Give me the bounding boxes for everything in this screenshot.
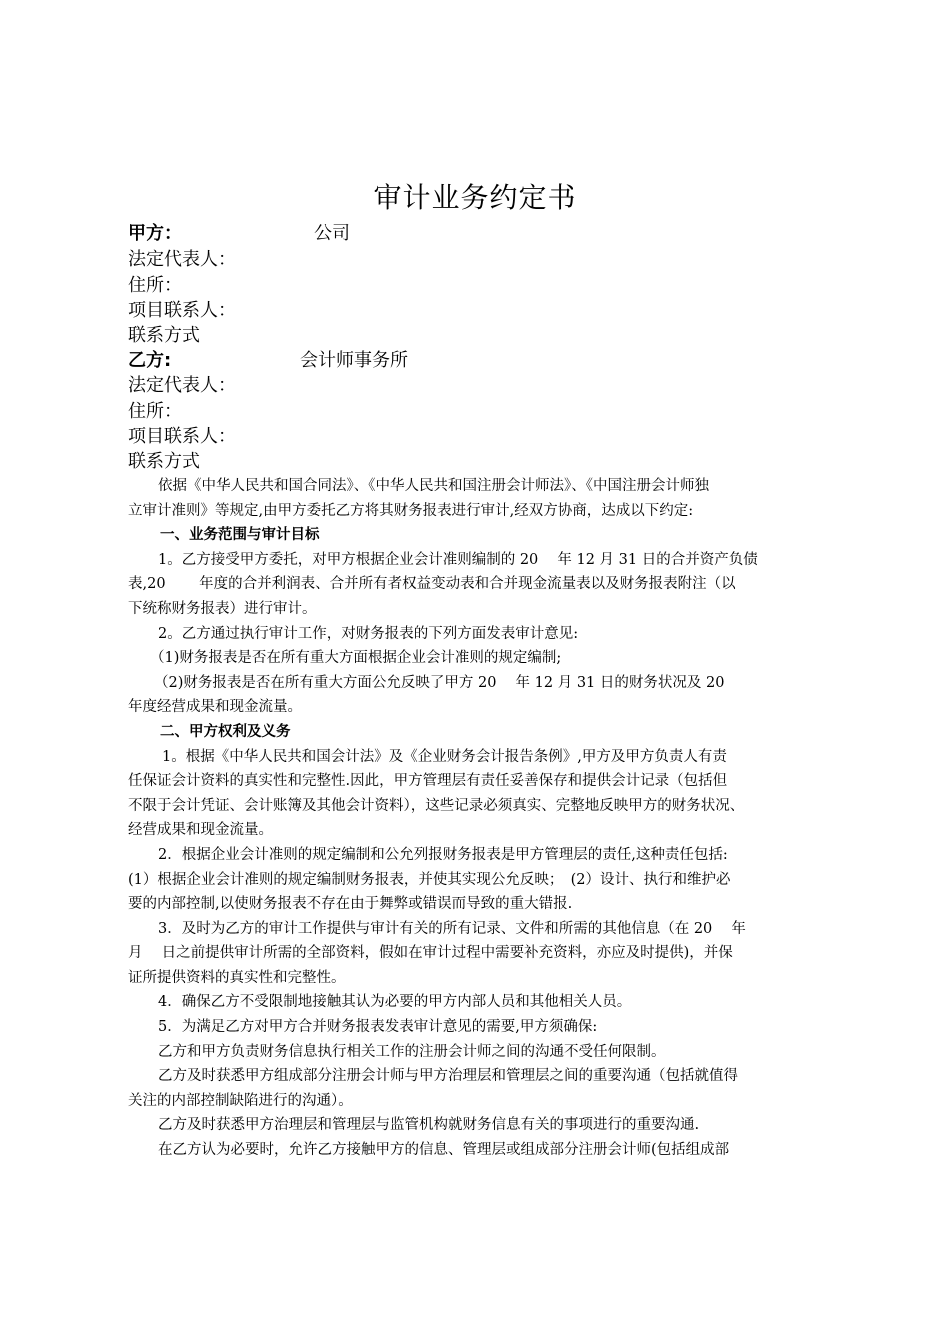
text-line: 证所提供资料的真实性和完整性。: [128, 969, 346, 986]
text-line: 4．确保乙方不受限制地接触其认为必要的甲方内部人员和其他相关人员。: [158, 994, 632, 1011]
text-line: 1。根据《中华人民共和国会计法》及《企业财务会计报告条例》,甲方及甲方负责人有责: [162, 748, 727, 765]
text-line: 下统称财务报表）进行审计。: [128, 600, 317, 617]
text-line: 乙方及时获悉甲方组成部分注册会计师与甲方治理层和管理层之间的重要沟通（包括就值得: [158, 1068, 738, 1085]
text-line: 依据《中华人民共和国合同法》、《中华人民共和国注册会计师法》、《中国注册会计师独: [158, 478, 709, 494]
text-line: 2．根据企业会计准则的规定编制和公允列报财务报表是甲方管理层的责任,这种责任包括:: [158, 846, 728, 863]
text-line: （1)财务报表是否在所有重大方面根据企业会计准则的规定编制;: [150, 650, 562, 667]
text-line: 月 日之前提供审计所需的全部资料，假如在审计过程中需要补充资料，亦应及时提供)，并保: [128, 945, 733, 962]
text-line: 关注的内部控制缺陷进行的沟通）。: [128, 1092, 353, 1109]
text-line: 2。乙方通过执行审计工作，对财务报表的下列方面发表审计意见:: [158, 625, 579, 642]
section-heading: 二、甲方权利及义务: [160, 723, 291, 740]
party-a-label: 甲方：: [128, 223, 182, 244]
party-a-label-row: [128, 222, 350, 246]
document-title: 审计业务约定书: [373, 181, 577, 214]
text-line: 在乙方认为必要时，允许乙方接触甲方的信息、管理层或组成部分注册会计师(包括组成部: [158, 1142, 730, 1159]
section-heading: 一、业务范围与审计目标: [160, 527, 320, 544]
party-b-contact-person: 项目联系人：: [128, 426, 236, 447]
party-a-address: 住所：: [128, 275, 182, 296]
text-line: (1）根据企业会计准则的规定编制财务报表，并使其实现公允反映； (2）设计、执行和维护必: [128, 871, 731, 888]
text-line: （2)财务报表是否在所有重大方面公允反映了甲方 20 年 12 月 31 日的财务状况及 20: [154, 674, 725, 691]
text-line: 乙方和甲方负责财务信息执行相关工作的注册会计师之间的沟通不受任何限制。: [158, 1043, 666, 1060]
text-line: 立审计准则》等规定,由甲方委托乙方将其财务报表进行审计,经双方协商，达成以下约定:: [128, 502, 694, 519]
party-a-contact-person: 项目联系人：: [128, 300, 236, 321]
party-b-label-row: [128, 349, 408, 373]
party-b-rep: 法定代表人：: [128, 375, 236, 396]
agreement-body: [128, 474, 840, 1163]
text-line: 表,20 年度的合并利润表、合并所有者权益变动表和合并现金流量表以及财务报表附注（以: [128, 576, 736, 593]
party-b-name: 会计师事务所: [300, 350, 408, 371]
party-a-name: 公司: [314, 223, 350, 244]
party-b-label: 乙方:: [128, 350, 172, 371]
text-line: 1。乙方接受甲方委托，对甲方根据企业会计准则编制的 20 年 12 月 31 日的合并资产负债: [158, 551, 758, 568]
party-a-rep: 法定代表人：: [128, 249, 236, 270]
text-line: 年度经营成果和现金流量。: [128, 699, 302, 716]
text-line: 任保证会计资料的真实性和完整性.因此，甲方管理层有责任妥善保存和提供会计记录（包括但: [128, 773, 728, 790]
text-line: 经营成果和现金流量。: [128, 822, 273, 839]
party-a-contact: 联系方式: [128, 325, 200, 346]
text-line: 乙方及时获悉甲方治理层和管理层与监管机构就财务信息有关的事项进行的重要沟通.: [158, 1117, 700, 1134]
party-b-address: 住所：: [128, 401, 182, 422]
party-b-contact: 联系方式: [128, 451, 200, 472]
text-line: 不限于会计凭证、会计账簿及其他会计资料），这些记录必须真实、完整地反映甲方的财务状况、: [128, 797, 745, 814]
text-line: 5．为满足乙方对甲方合并财务报表发表审计意见的需要,甲方须确保:: [158, 1019, 598, 1036]
text-line: 要的内部控制,以使财务报表不存在由于舞弊或错误而导致的重大错报.: [128, 896, 573, 913]
text-line: 3．及时为乙方的审计工作提供与审计有关的所有记录、文件和所需的其他信息（在 20 年: [158, 920, 746, 937]
